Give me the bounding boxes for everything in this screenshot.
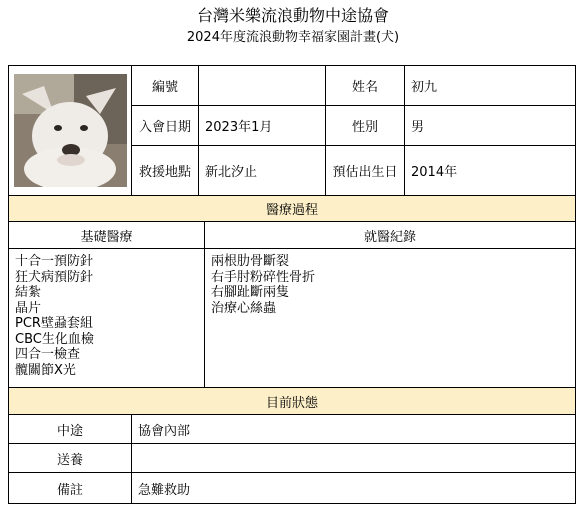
list-item: 十合一預防針 [15,254,94,269]
adopt-label: 送養 [8,443,132,473]
note-label: 備註 [8,472,132,504]
photo-cell [8,65,132,196]
basic-medical-header: 基礎醫療 [8,221,205,249]
gender-label: 性別 [325,105,405,146]
note-value: 急難救助 [131,472,576,504]
join-date-label: 入會日期 [131,105,199,146]
adopt-value [131,443,576,473]
gender-value: 男 [404,105,576,146]
document-title: 台灣米樂流浪動物中途協會 [196,6,389,25]
list-item: 右腳趾斷兩隻 [211,285,290,300]
id-label: 編號 [131,65,199,106]
visit-record-header: 就醫紀錄 [204,221,576,249]
medical-section-title: 醫療過程 [8,195,576,222]
list-item: 結紮 [15,285,42,300]
rescue-location-label: 救援地點 [131,145,199,196]
list-item: 兩根肋骨斷裂 [211,254,290,269]
list-item: 狂犬病預防針 [15,269,94,285]
list-item: PCR壁蝨套組 [15,316,93,331]
id-value [198,65,326,106]
name-label: 姓名 [325,65,405,106]
list-item: 晶片 [15,300,42,316]
foster-value: 協會內部 [131,414,576,444]
name-value: 初九 [404,65,576,106]
adoption-form [8,65,576,505]
birth-year-label: 預估出生日 [325,145,405,196]
dog-photo [14,74,127,187]
birth-year-value: 2014年 [404,145,576,196]
join-date-value: 2023年1月 [198,105,326,146]
list-item: 髖關節X光 [15,362,76,378]
rescue-location-value: 新北汐止 [198,145,326,196]
basic-medical-list [8,248,205,388]
list-item: 四合一檢查 [15,347,81,362]
list-item: CBC生化血檢 [15,331,94,347]
list-item: 治療心絲蟲 [211,300,277,316]
status-section-title: 目前狀態 [8,387,576,415]
document-subtitle: 2024年度流浪動物幸福家園計畫(犬) [186,30,400,45]
foster-label: 中途 [8,414,132,444]
list-item: 右手肘粉碎性骨折 [211,269,316,285]
visit-record-list [204,248,576,388]
